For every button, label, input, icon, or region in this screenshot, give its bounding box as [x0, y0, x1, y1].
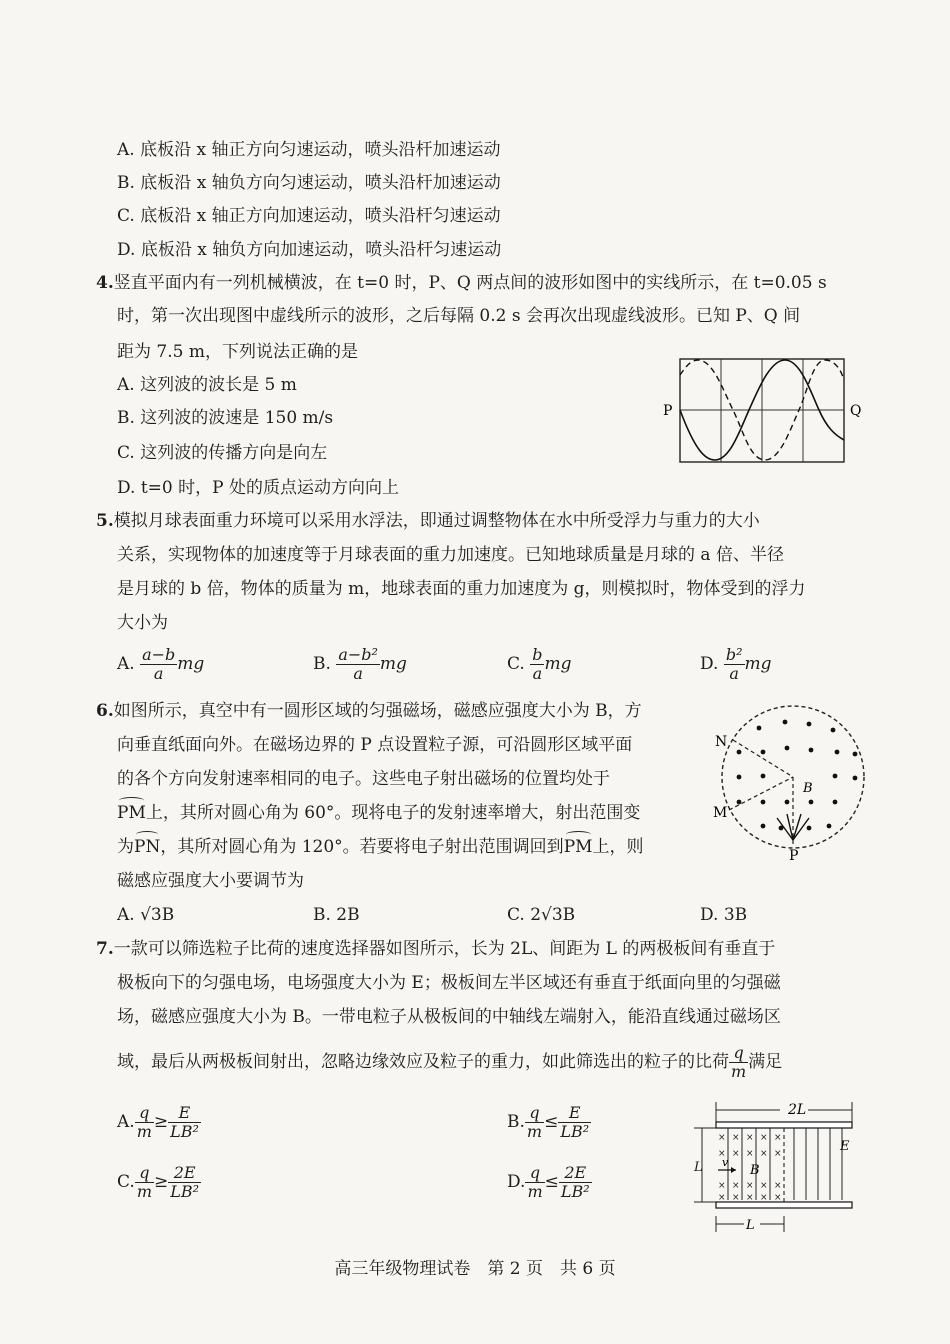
q7-top-plate: [716, 1122, 852, 1128]
q5-option-a: A. $\frac{a-b}{a}$ mg: [117, 645, 205, 683]
svg-text:×: ×: [746, 1193, 754, 1203]
q6-number: 6.: [96, 701, 114, 721]
q7-stem-line4: 域，最后从两极板间射出，忽略边缘效应及粒子的重力，如此筛选出的粒子的比荷 $\frac{q}{m}$ 满足: [117, 1043, 783, 1081]
q7-label-v: v: [722, 1156, 729, 1169]
svg-text:×: ×: [732, 1133, 740, 1143]
svg-text:×: ×: [760, 1149, 768, 1159]
q4-wave-figure: [655, 350, 870, 470]
q5-option-b-fraction: $\frac{\text{a−b²}}{a}$: [338, 645, 378, 683]
q7-charge-ratio: $\frac{q}{m}$: [731, 1043, 747, 1081]
q6-stem-line2: 向垂直纸面向外。在磁场边界的 P 点设置粒子源，可沿圆形区域平面: [117, 735, 633, 755]
q6-label-m: M: [713, 805, 728, 821]
svg-text:×: ×: [774, 1193, 782, 1203]
svg-text:×: ×: [718, 1181, 726, 1191]
q7-label-b: B: [750, 1163, 760, 1178]
q7-stem-line2: 极板向下的匀强电场，电场强度大小为 E；极板间左半区域还有垂直于纸面向里的匀强磁: [117, 973, 781, 993]
q6-stem-line6: 磁感应强度大小要调节为: [117, 871, 304, 891]
q6-option-d: D. 3B: [700, 905, 748, 925]
q6-arc-pn: PN: [134, 837, 161, 857]
svg-text:×: ×: [718, 1133, 726, 1143]
q7-stem-line3: 场，磁感应强度大小为 B。一带电粒子从极板间的中轴线左端射入，能沿直线通过磁场区: [117, 1007, 781, 1027]
q4-option-b: B. 这列波的波速是 150 m/s: [117, 408, 334, 428]
svg-text:×: ×: [732, 1193, 740, 1203]
q7-selector-figure: [688, 1092, 868, 1242]
q4-stem-line2: 时，第一次出现图中虚线所示的波形，之后每隔 0.2 s 会再次出现虚线波形。已知 P、Q 间: [117, 306, 801, 326]
q7-label-2l: 2L: [788, 1102, 807, 1118]
q6-label-n: N: [715, 734, 728, 750]
svg-text:×: ×: [774, 1181, 782, 1191]
svg-text:×: ×: [732, 1149, 740, 1159]
q5-stem-line4: 大小为: [117, 613, 168, 633]
svg-text:×: ×: [746, 1133, 754, 1143]
q7-option-c: C. $\frac{q}{m}$ ≥ $\frac{2E}{\text{LB²}}$: [117, 1163, 200, 1201]
svg-text:×: ×: [760, 1193, 768, 1203]
page-footer: 高三年级物理试卷 第 2 页 共 6 页: [334, 1259, 616, 1279]
q6-stem-line1: 6.如图所示，真空中有一圆形区域的匀强磁场，磁感应强度大小为 B，方: [96, 701, 642, 721]
q5-option-a-fraction: $\frac{a-b}{a}$: [142, 645, 176, 683]
q5-number: 5.: [96, 511, 114, 531]
svg-text:×: ×: [774, 1133, 782, 1143]
q6-arc-pm: PM: [117, 803, 146, 823]
q4-stem-line3: 距为 7.5 m，下列说法正确的是: [117, 342, 358, 362]
q5-stem-line1: 5.模拟月球表面重力环境可以采用水浮法，即通过调整物体在水中所受浮力与重力的大小: [96, 511, 760, 531]
q4-stem-line1: 4.竖直平面内有一列机械横波，在 t=0 时，P、Q 两点间的波形如图中的实线所示，在 t=0.05 s: [96, 273, 827, 293]
q6-radius-m: [729, 777, 793, 810]
q4-option-d: D. t=0 时，P 处的质点运动方向向上: [117, 478, 399, 498]
svg-text:×: ×: [718, 1149, 726, 1159]
q5-option-c: C. $\frac{b}{a}$ mg: [507, 645, 572, 683]
q5-option-c-fraction: $\frac{b}{a}$: [532, 645, 543, 683]
q7-option-b: B. $\frac{q}{m}$ ≤ $\frac{E}{\text{LB²}}$: [507, 1103, 590, 1141]
svg-text:×: ×: [774, 1149, 782, 1159]
q7-option-a: A. $\frac{q}{m}$ ≥ $\frac{E}{\text{LB²}}$: [117, 1103, 199, 1141]
q7-stem-line1: 7.一款可以筛选粒子比荷的速度选择器如图所示，长为 2L、间距为 L 的两极板间有垂直于: [96, 939, 776, 959]
q3-option-a: A. 底板沿 x 轴正方向匀速运动，喷头沿杆加速运动: [117, 140, 501, 160]
q6-option-c: C. 2√3B: [507, 905, 576, 925]
svg-text:×: ×: [746, 1149, 754, 1159]
q7-label-l-bottom: L: [746, 1218, 755, 1233]
q4-option-a: A. 这列波的波长是 5 m: [117, 375, 297, 395]
q6-stem-line4: PM上，其所对圆心角为 60°。现将电子的发射速率增大，射出范围变: [117, 803, 641, 823]
q6-label-p: P: [789, 848, 799, 864]
q7-label-e: E: [840, 1139, 850, 1154]
q7-option-d: D. $\frac{q}{m}$ ≤ $\frac{2E}{\text{LB²}}$: [507, 1163, 590, 1201]
q3-option-c: C. 底板沿 x 轴正方向加速运动，喷头沿杆匀速运动: [117, 206, 501, 226]
svg-text:×: ×: [718, 1193, 726, 1203]
q4-option-c: C. 这列波的传播方向是向左: [117, 443, 328, 463]
q6-option-a: A. √3B: [117, 905, 175, 925]
q6-arc-pm-2: PM: [563, 837, 593, 857]
q6-option-b: B. 2B: [313, 905, 360, 925]
q3-option-b: B. 底板沿 x 轴负方向匀速运动，喷头沿杆加速运动: [117, 173, 501, 193]
q5-stem-line3: 是月球的 b 倍，物体的质量为 m，地球表面的重力加速度为 g，则模拟时，物体受到的浮力: [117, 579, 806, 599]
svg-text:×: ×: [760, 1133, 768, 1143]
q3-option-d: D. 底板沿 x 轴负方向加速运动，喷头沿杆匀速运动: [117, 240, 502, 260]
q7-label-l-side: L: [694, 1160, 703, 1175]
svg-text:×: ×: [760, 1181, 768, 1191]
svg-text:×: ×: [732, 1181, 740, 1191]
q6-radius-n: [733, 740, 793, 777]
q4-label-q: Q: [850, 403, 862, 419]
q6-field-figure: [705, 700, 865, 865]
q6-field-dots: [737, 720, 858, 831]
q5-option-b: B. $\frac{\text{a−b²}}{a}$ mg: [313, 645, 407, 683]
q5-option-d: D. $\frac{\text{b²}}{a}$ mg: [700, 645, 772, 683]
q6-stem-line5: 为PN，其所对圆心角为 120°。若要将电子射出范围调回到PM上，则: [117, 837, 644, 857]
q5-option-d-fraction: $\frac{\text{b²}}{a}$: [725, 645, 743, 683]
q5-stem-line2: 关系，实现物体的加速度等于月球表面的重力加速度。已知地球质量是月球的 a 倍、半径: [117, 545, 784, 565]
q4-label-p: P: [663, 403, 673, 419]
q7-number: 7.: [96, 939, 114, 959]
svg-text:×: ×: [746, 1181, 754, 1191]
q6-label-b: B: [803, 781, 813, 796]
q6-stem-line3: 的各个方向发射速率相同的电子。这些电子射出磁场的位置均处于: [117, 769, 610, 789]
q4-number: 4.: [96, 273, 114, 293]
